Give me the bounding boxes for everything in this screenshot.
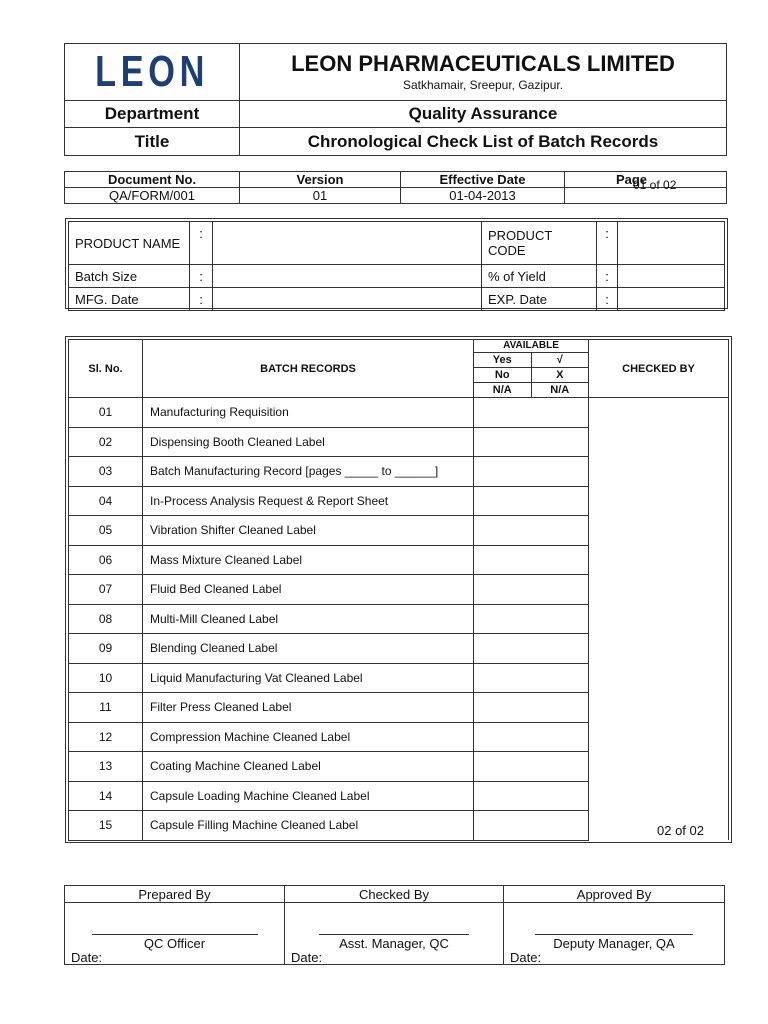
page-footer: 02 of 02 bbox=[657, 823, 704, 838]
checked-by-signature[interactable] bbox=[285, 903, 504, 965]
row-serial: 07 bbox=[69, 575, 143, 605]
batch-records-body bbox=[69, 398, 729, 841]
version-header: Version bbox=[240, 172, 401, 188]
row-availability-field[interactable] bbox=[474, 634, 589, 664]
page-header bbox=[565, 172, 727, 192]
row-serial: 04 bbox=[69, 486, 143, 516]
product-name-label: PRODUCT NAME bbox=[69, 222, 190, 265]
department-label: Department bbox=[65, 101, 240, 128]
approved-by-header: Approved By bbox=[504, 886, 725, 903]
company-address: Satkhamair, Sreepur, Gazipur. bbox=[402, 78, 564, 92]
legend-yes-mark: √ bbox=[531, 353, 588, 368]
mfg-date-field[interactable] bbox=[213, 288, 482, 311]
form-header bbox=[64, 43, 727, 156]
page-number: 01 of 02 bbox=[633, 178, 677, 192]
sl-no-header: Sl. No. bbox=[69, 340, 143, 398]
row-availability-field[interactable] bbox=[474, 575, 589, 605]
row-serial: 02 bbox=[69, 427, 143, 457]
row-serial: 13 bbox=[69, 752, 143, 782]
product-info-table bbox=[68, 221, 725, 311]
row-availability-field[interactable] bbox=[474, 663, 589, 693]
row-availability-field[interactable] bbox=[474, 604, 589, 634]
batch-size-field[interactable] bbox=[213, 265, 482, 288]
row-record-name: Capsule Filling Machine Cleaned Label bbox=[143, 811, 474, 841]
product-name-field[interactable] bbox=[213, 222, 482, 265]
signature-table bbox=[64, 885, 725, 965]
exp-date-field[interactable] bbox=[618, 288, 725, 311]
batch-records-header: BATCH RECORDS bbox=[143, 340, 474, 398]
batch-records-box bbox=[65, 336, 732, 843]
row-record-name: Dispensing Booth Cleaned Label bbox=[143, 427, 474, 457]
colon: : bbox=[190, 288, 213, 311]
row-serial: 01 bbox=[69, 398, 143, 428]
colon: : bbox=[190, 265, 213, 288]
batch-size-label: Batch Size bbox=[69, 265, 190, 288]
row-record-name: Filter Press Cleaned Label bbox=[143, 693, 474, 723]
row-serial: 05 bbox=[69, 516, 143, 546]
colon: : bbox=[597, 288, 618, 311]
row-record-name: Blending Cleaned Label bbox=[143, 634, 474, 664]
row-record-name: In-Process Analysis Request & Report Sheet bbox=[143, 486, 474, 516]
colon: : bbox=[190, 222, 213, 265]
row-serial: 14 bbox=[69, 781, 143, 811]
row-availability-field[interactable] bbox=[474, 545, 589, 575]
row-record-name: Mass Mixture Cleaned Label bbox=[143, 545, 474, 575]
row-record-name: Coating Machine Cleaned Label bbox=[143, 752, 474, 782]
checked-by-sig-header: Checked By bbox=[285, 886, 504, 903]
colon: : bbox=[597, 222, 618, 265]
row-record-name: Liquid Manufacturing Vat Cleaned Label bbox=[143, 663, 474, 693]
checked-by-field[interactable] bbox=[589, 398, 729, 841]
row-record-name: Compression Machine Cleaned Label bbox=[143, 722, 474, 752]
yield-field[interactable] bbox=[618, 265, 725, 288]
page-header-label: Page bbox=[615, 172, 648, 187]
product-code-label: PRODUCT CODE bbox=[482, 222, 597, 265]
company-logo: LEON bbox=[94, 47, 210, 96]
legend-na: N/A bbox=[474, 383, 531, 398]
prepared-by-header: Prepared By bbox=[65, 886, 285, 903]
row-serial: 03 bbox=[69, 457, 143, 487]
mfg-date-label: MFG. Date bbox=[69, 288, 190, 311]
product-code-field[interactable] bbox=[618, 222, 725, 265]
table-row bbox=[69, 398, 729, 428]
row-availability-field[interactable] bbox=[474, 516, 589, 546]
legend-no: No bbox=[474, 368, 531, 383]
row-availability-field[interactable] bbox=[474, 752, 589, 782]
row-record-name: Capsule Loading Machine Cleaned Label bbox=[143, 781, 474, 811]
row-serial: 15 bbox=[69, 811, 143, 841]
approved-by-signature[interactable] bbox=[504, 903, 725, 965]
company-cell bbox=[240, 44, 727, 101]
row-record-name: Batch Manufacturing Record [pages _____ to ______] bbox=[143, 457, 474, 487]
row-availability-field[interactable] bbox=[474, 781, 589, 811]
signature-line bbox=[92, 934, 258, 935]
title-label: Title bbox=[65, 128, 240, 156]
batch-records-table bbox=[68, 339, 729, 841]
document-info-table bbox=[64, 171, 727, 204]
effective-date-header: Effective Date bbox=[401, 172, 565, 188]
row-availability-field[interactable] bbox=[474, 398, 589, 428]
row-record-name: Vibration Shifter Cleaned Label bbox=[143, 516, 474, 546]
asst-manager-role: Asst. Manager, QC bbox=[339, 936, 449, 951]
effective-date-value: 01-04-2013 bbox=[401, 188, 565, 204]
row-availability-field[interactable] bbox=[474, 722, 589, 752]
row-serial: 08 bbox=[69, 604, 143, 634]
doc-no-header: Document No. bbox=[65, 172, 240, 188]
row-availability-field[interactable] bbox=[474, 457, 589, 487]
yield-label: % of Yield bbox=[482, 265, 597, 288]
available-header bbox=[474, 340, 589, 398]
checked-by-header: CHECKED BY bbox=[589, 340, 729, 398]
department-value: Quality Assurance bbox=[240, 101, 727, 128]
row-serial: 09 bbox=[69, 634, 143, 664]
date-label: Date: bbox=[291, 950, 323, 965]
qc-officer-role: QC Officer bbox=[143, 936, 206, 951]
logo-cell bbox=[65, 44, 240, 101]
deputy-manager-role: Deputy Manager, QA bbox=[553, 936, 675, 951]
legend-no-mark: X bbox=[531, 368, 588, 383]
row-availability-field[interactable] bbox=[474, 811, 589, 841]
row-availability-field[interactable] bbox=[474, 486, 589, 516]
row-serial: 12 bbox=[69, 722, 143, 752]
title-value: Chronological Check List of Batch Records bbox=[240, 128, 727, 156]
row-record-name: Multi-Mill Cleaned Label bbox=[143, 604, 474, 634]
row-serial: 10 bbox=[69, 663, 143, 693]
row-availability-field[interactable] bbox=[474, 693, 589, 723]
version-value: 01 bbox=[240, 188, 401, 204]
prepared-by-signature[interactable] bbox=[65, 903, 285, 965]
row-serial: 11 bbox=[69, 693, 143, 723]
available-label: AVAILABLE bbox=[474, 340, 588, 353]
exp-date-label: EXP. Date bbox=[482, 288, 597, 311]
legend-yes: Yes bbox=[474, 353, 531, 368]
row-record-name: Fluid Bed Cleaned Label bbox=[143, 575, 474, 605]
legend-na-mark: N/A bbox=[531, 383, 588, 398]
row-record-name: Manufacturing Requisition bbox=[143, 398, 474, 428]
product-info-box bbox=[65, 218, 728, 309]
row-availability-field[interactable] bbox=[474, 427, 589, 457]
colon: : bbox=[597, 265, 618, 288]
doc-no-value: QA/FORM/001 bbox=[65, 188, 240, 204]
signature-line bbox=[319, 934, 469, 935]
company-name: LEON PHARMACEUTICALS LIMITED bbox=[291, 51, 675, 76]
row-serial: 06 bbox=[69, 545, 143, 575]
date-label: Date: bbox=[71, 950, 103, 965]
date-label: Date: bbox=[510, 950, 542, 965]
availability-legend bbox=[474, 353, 588, 397]
signature-line bbox=[535, 934, 693, 935]
